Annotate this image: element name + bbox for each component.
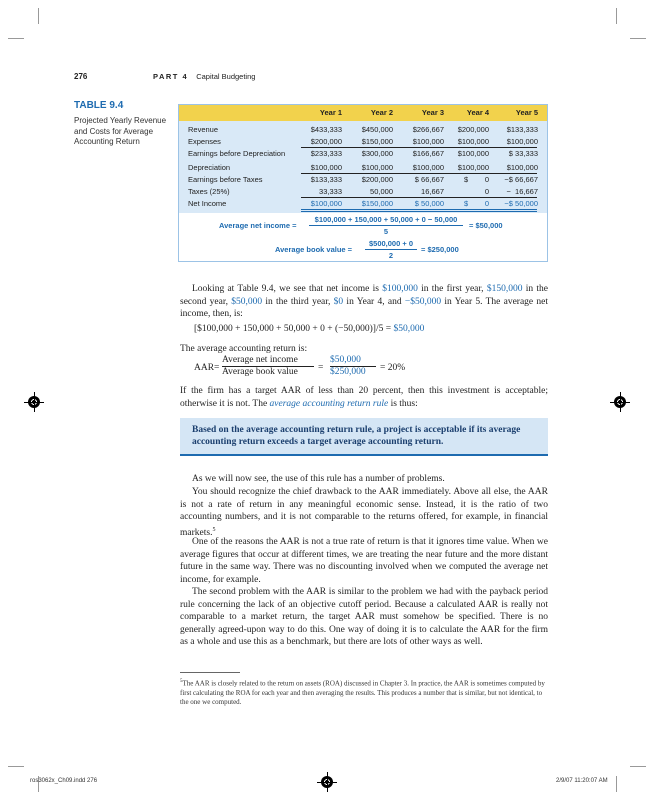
rule-callout-text: Based on the average accounting return rule, a project is acceptable if its average accounting return exceeds a target average accounting return. [192, 425, 521, 447]
table-cell: $133,333 [310, 175, 342, 184]
rule-callout [180, 418, 548, 456]
table-cell: $200,000 [361, 175, 393, 184]
table-cell: $266,667 [412, 125, 444, 134]
text-run: in the first year, [417, 284, 487, 294]
footnote [180, 677, 548, 708]
running-header [153, 72, 255, 81]
row-label: Net Income [188, 199, 227, 208]
fraction-numerator: Average net income [222, 355, 298, 365]
table-cell: 50,000 [370, 187, 393, 196]
fraction-denominator: $250,000 [330, 367, 366, 377]
column-header: Year 1 [319, 108, 342, 117]
table-cell: $100,000 [310, 199, 342, 208]
avg-book-value-fraction [365, 239, 417, 260]
highlight-value: $150,000 [486, 284, 523, 294]
footnote-rule [180, 672, 240, 673]
text-run: in Year 4, and [343, 296, 405, 307]
row-label: Revenue [188, 125, 219, 134]
column-header: Year 2 [370, 108, 393, 117]
fraction-denominator: 2 [388, 251, 394, 260]
body-paragraph [180, 486, 548, 539]
text-run: You should recognize the chief drawback to the AAR immediately. Above all else, the AAR is not a rate of return in any meaningful economic sense. Instead, it is the ratio of two accounting numbers, and it is not comparable to the returns offered, for example, in financial markets. [180, 487, 548, 538]
fraction-bar [309, 225, 463, 226]
table-cell: $ 0 [463, 175, 489, 184]
table-cell: $100,000 [457, 163, 489, 172]
fraction-numerator: $50,000 [330, 355, 361, 365]
crop-mark [8, 38, 24, 39]
highlight-value: −$50,000 [404, 296, 442, 307]
column-header: Year 4 [466, 108, 489, 117]
row-label: Earnings before Taxes [188, 175, 263, 184]
avg-book-value-result: = $250,000 [421, 245, 459, 254]
fraction-denominator: 5 [383, 227, 389, 236]
crop-mark [630, 38, 646, 39]
table-cell: $100,000 [506, 163, 538, 172]
table-row [179, 124, 547, 136]
table-cell: $300,000 [361, 149, 393, 158]
table-cell: $133,333 [506, 125, 538, 134]
table-cell: $100,000 [506, 137, 538, 146]
table-body [179, 121, 547, 213]
registration-mark-icon [321, 776, 333, 788]
column-header: Year 5 [515, 108, 538, 117]
footnote-marker: 5 [180, 679, 183, 684]
page-number: 276 [74, 72, 88, 81]
row-label: Earnings before Depreciation [188, 149, 286, 158]
body-paragraph: One of the reasons the AAR is not a true rate of return is that it ignores time value. When we average figures that occur at different times, we are treating the near future and the more distant future in the same way. There was no discounting involved when we computed the average net income, for example. [180, 537, 548, 585]
table-cell: $100,000 [310, 163, 342, 172]
column-header: Year 3 [421, 108, 444, 117]
highlight-value: $100,000 [382, 284, 418, 294]
text-run: If the firm has a target AAR of less than 20 percent, then this investment is acceptable; otherwise it is not. The [180, 386, 548, 409]
row-label: Expenses [188, 137, 221, 146]
footnote-marker: 5 [212, 526, 216, 533]
crop-mark [38, 8, 39, 24]
part-title: Capital Budgeting [196, 72, 256, 81]
fraction-numerator: $100,000 + 150,000 + 50,000 + 0 − 50,000 [314, 215, 458, 224]
body-paragraph: The second problem with the AAR is similar to the problem we had with the payback period rule concerning the lack of an objective cutoff period. Because a calculated AAR is really not comparable to a market return, the target AAR must somehow be specified. There is no generally agreed-upon way to do this. One way of doing it is to calculate the AAR for the firm as a whole and use this as a benchmark, but there are lots of other ways as well. [180, 587, 548, 647]
avg-book-value-label: Average book value = [275, 245, 353, 254]
table-9-4 [178, 104, 548, 262]
avg-net-income-fraction [309, 215, 463, 236]
total-double-rule [301, 209, 537, 212]
text-run: is thus: [388, 398, 418, 409]
table-label: TABLE 9.4 [74, 100, 124, 111]
table-cell: $450,000 [361, 125, 393, 134]
table-cell: $ 0 [463, 199, 489, 208]
table-cell: $ 66,667 [414, 175, 444, 184]
table-cell: $100,000 [412, 137, 444, 146]
table-cell: $ 50,000 [414, 199, 444, 208]
crop-mark [616, 776, 617, 792]
table-cell: $200,000 [457, 125, 489, 134]
crop-mark [616, 8, 617, 24]
table-row [179, 174, 547, 186]
table-cell: 33,333 [319, 187, 342, 196]
aar-value-fraction [330, 355, 376, 378]
table-cell: $100,000 [457, 137, 489, 146]
text-run: in the third year, [262, 296, 334, 307]
table-cell: $ 33,333 [508, 149, 538, 158]
text-run: Looking at Table 9.4, we see that net income is [192, 284, 383, 294]
registration-mark-icon [614, 396, 626, 408]
body-paragraph: The average accounting return is: [180, 344, 308, 354]
table-cell: $150,000 [361, 199, 393, 208]
text-run: [$100,000 + 150,000 + 50,000 + 0 + (−50,000)]/5 = [194, 324, 394, 334]
net-income-equation [194, 323, 424, 336]
table-cell: − 16,667 [506, 187, 538, 196]
fraction-bar [365, 249, 417, 250]
table-cell: $100,000 [361, 163, 393, 172]
footnote-text: The AAR is closely related to the return on assets (ROA) discussed in Chapter 3. In practice, the AAR is sometimes computed by first calculating the ROA for each year and then averaging the results. This produces a number that is similar, but not identical, to the one we computed. [180, 679, 545, 707]
table-caption: Projected Yearly Revenue and Costs for Average Accounting Return [74, 116, 167, 146]
table-cell: 16,667 [421, 187, 444, 196]
aar-result: = 20% [380, 363, 406, 373]
table-header-row [179, 105, 547, 121]
body-paragraph: As we will now see, the use of this rule has a number of problems. [192, 474, 445, 484]
avg-net-income-label: Average net income = [219, 221, 297, 230]
fraction-numerator: $500,000 + 0 [368, 239, 413, 248]
body-paragraph [180, 385, 548, 410]
key-term: average accounting return rule [269, 398, 389, 409]
body-paragraph [180, 283, 548, 321]
avg-net-income-result: = $50,000 [469, 221, 503, 230]
table-cell: $100,000 [412, 163, 444, 172]
highlight-value: $50,000 [393, 324, 425, 334]
equals-sign: = [318, 363, 324, 373]
aar-label: AAR= [194, 363, 220, 373]
row-label: Taxes (25%) [188, 187, 230, 196]
table-cell: $166,667 [412, 149, 444, 158]
table-cell: −$ 50,000 [504, 199, 538, 208]
part-label: PART 4 [153, 72, 189, 81]
text-run: in the second year, [180, 284, 548, 307]
crop-mark [630, 766, 646, 767]
table-cell: $433,333 [310, 125, 342, 134]
crop-mark [8, 766, 24, 767]
table-cell: $100,000 [457, 149, 489, 158]
table-cell: −$ 66,667 [504, 175, 538, 184]
slug-filename: ros3062x_Ch09.indd 276 [30, 778, 98, 784]
highlight-value: $50,000 [231, 296, 263, 307]
registration-mark-icon [28, 396, 40, 408]
table-cell: $150,000 [361, 137, 393, 146]
text-run: in Year 5. The average net income, then, is: [180, 296, 549, 319]
table-cell: $233,333 [310, 149, 342, 158]
fraction-denominator: Average book value [222, 367, 298, 377]
table-row [179, 148, 547, 160]
table-cell: 0 [484, 187, 489, 196]
highlight-value: $0 [333, 296, 344, 307]
aar-fraction [222, 355, 314, 378]
slug-timestamp: 2/9/07 11:20:07 AM [556, 778, 608, 784]
table-cell: $200,000 [310, 137, 342, 146]
row-label: Depreciation [188, 163, 231, 172]
